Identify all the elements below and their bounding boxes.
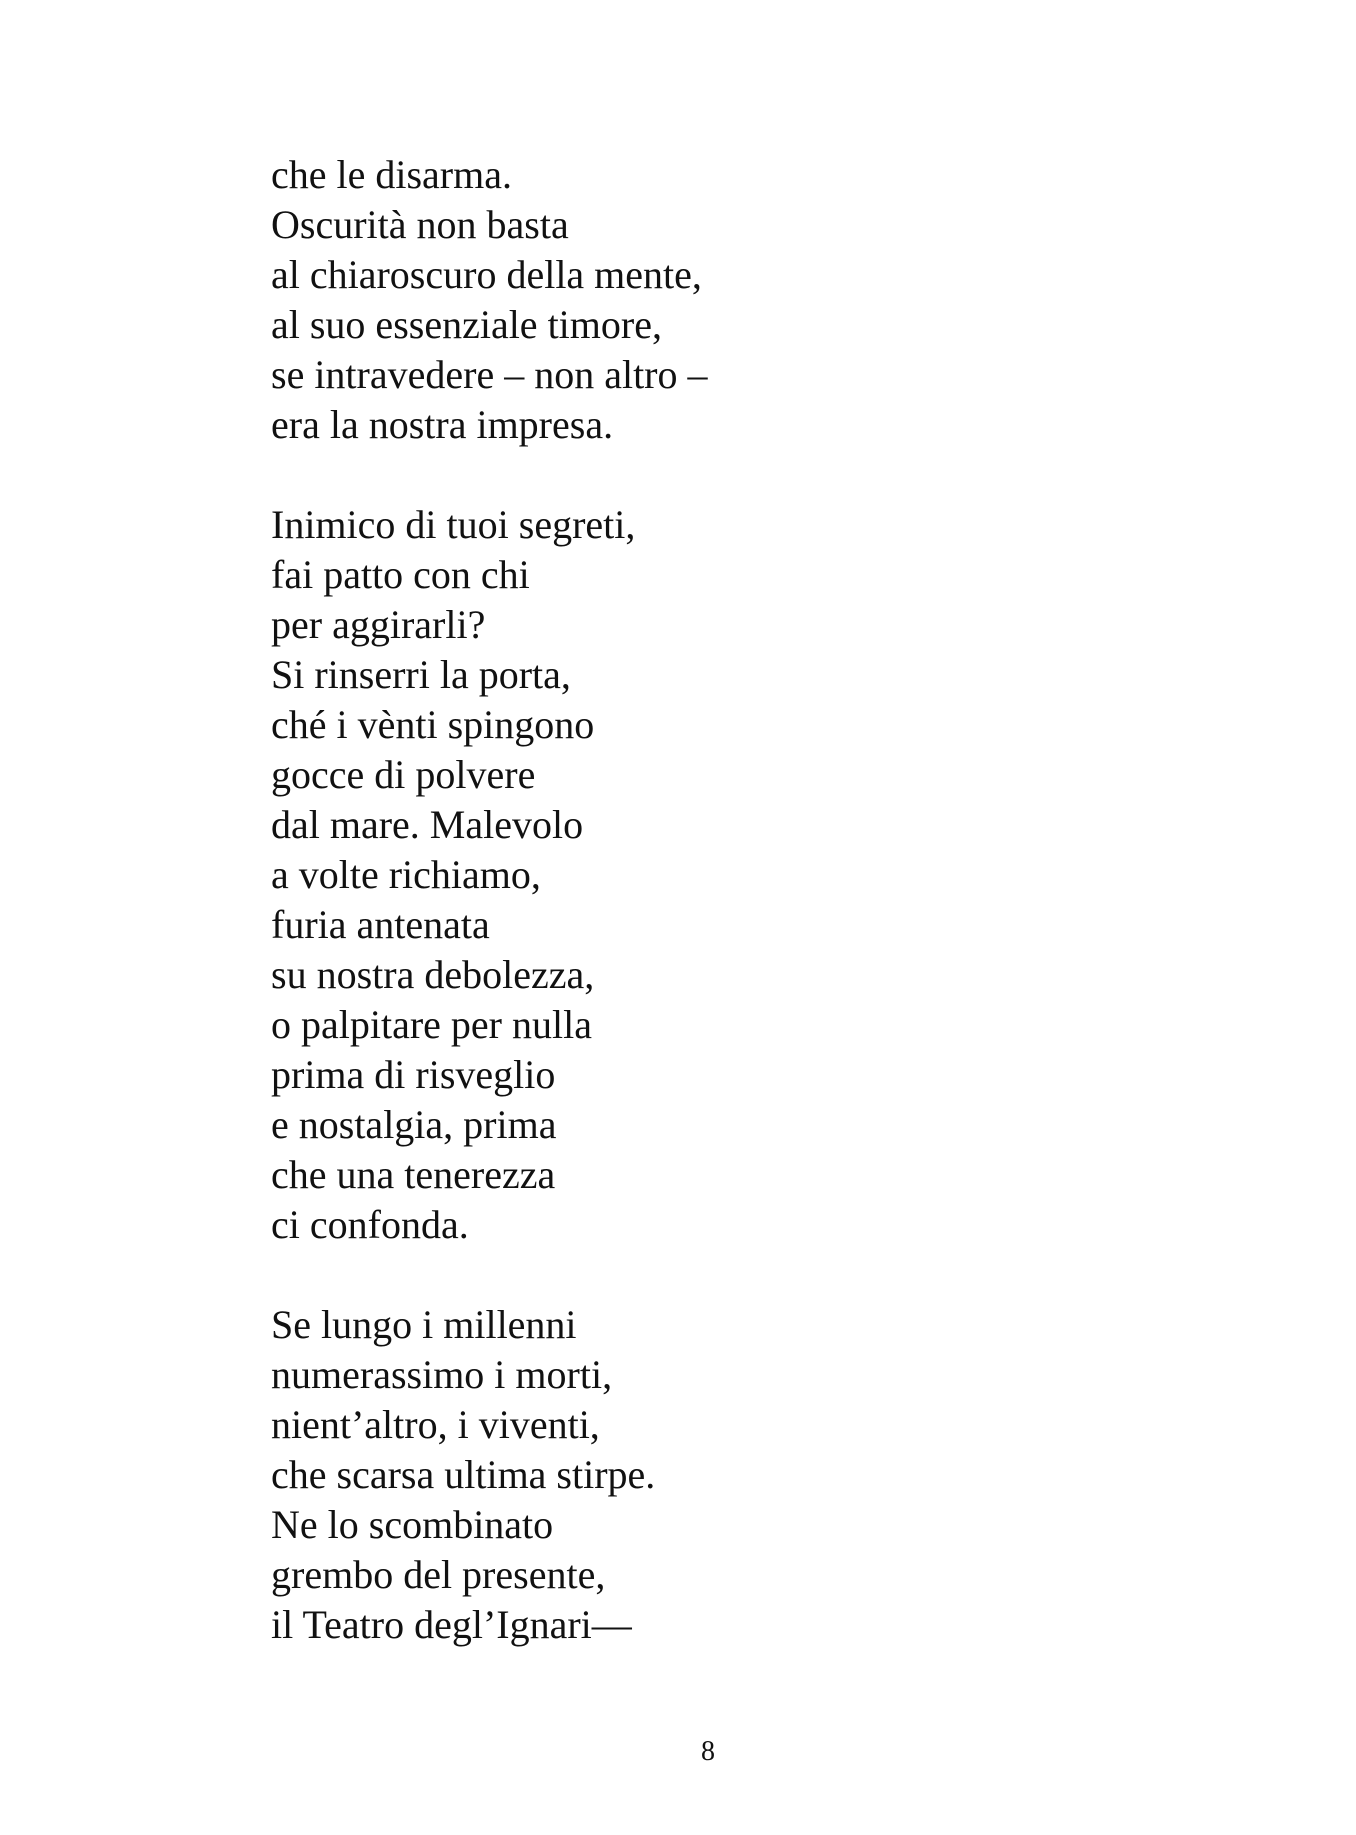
poem-line: Se lungo i millenni xyxy=(271,1302,577,1347)
poem-line: che una tenerezza xyxy=(271,1152,556,1197)
poem-line: che le disarma. xyxy=(271,152,512,197)
stanza-3 xyxy=(271,1300,1171,1650)
poem-line: a volte richiamo, xyxy=(271,852,541,897)
poem-line: al suo essenziale timore, xyxy=(271,302,662,347)
poem-line: per aggirarli? xyxy=(271,602,486,647)
poem-body xyxy=(271,150,1171,1650)
poem-line: gocce di polvere xyxy=(271,752,536,797)
poem-line: il Teatro degl’Ignari— xyxy=(271,1602,632,1647)
poem-line: al chiaroscuro della mente, xyxy=(271,252,702,297)
poem-line: Ne lo scombinato xyxy=(271,1502,554,1547)
poem-line: fai patto con chi xyxy=(271,552,530,597)
stanza-2 xyxy=(271,500,1171,1250)
poem-line: Oscurità non basta xyxy=(271,202,569,247)
poem-line: ché i vènti spingono xyxy=(271,702,595,747)
poem-line: Inimico di tuoi segreti, xyxy=(271,502,636,547)
page-number: 8 xyxy=(701,1736,715,1767)
poem-line: se intravedere – non altro – xyxy=(271,352,708,397)
stanza-1 xyxy=(271,150,1171,450)
poem-line: era la nostra impresa. xyxy=(271,402,614,447)
poem-line: o palpitare per nulla xyxy=(271,1002,592,1047)
poem-line: prima di risveglio xyxy=(271,1052,556,1097)
poem-line: e nostalgia, prima xyxy=(271,1102,557,1147)
poem-line: nient’altro, i viventi, xyxy=(271,1402,600,1447)
poem-line: Si rinserri la porta, xyxy=(271,652,571,697)
poem-line: dal mare. Malevolo xyxy=(271,802,584,847)
poem-line: che scarsa ultima stirpe. xyxy=(271,1452,656,1497)
poem-line: furia antenata xyxy=(271,902,490,947)
poem-line: ci confonda. xyxy=(271,1202,469,1247)
poem-line: su nostra debolezza, xyxy=(271,952,595,997)
poem-line: numerassimo i morti, xyxy=(271,1352,613,1397)
poem-line: grembo del presente, xyxy=(271,1552,606,1597)
